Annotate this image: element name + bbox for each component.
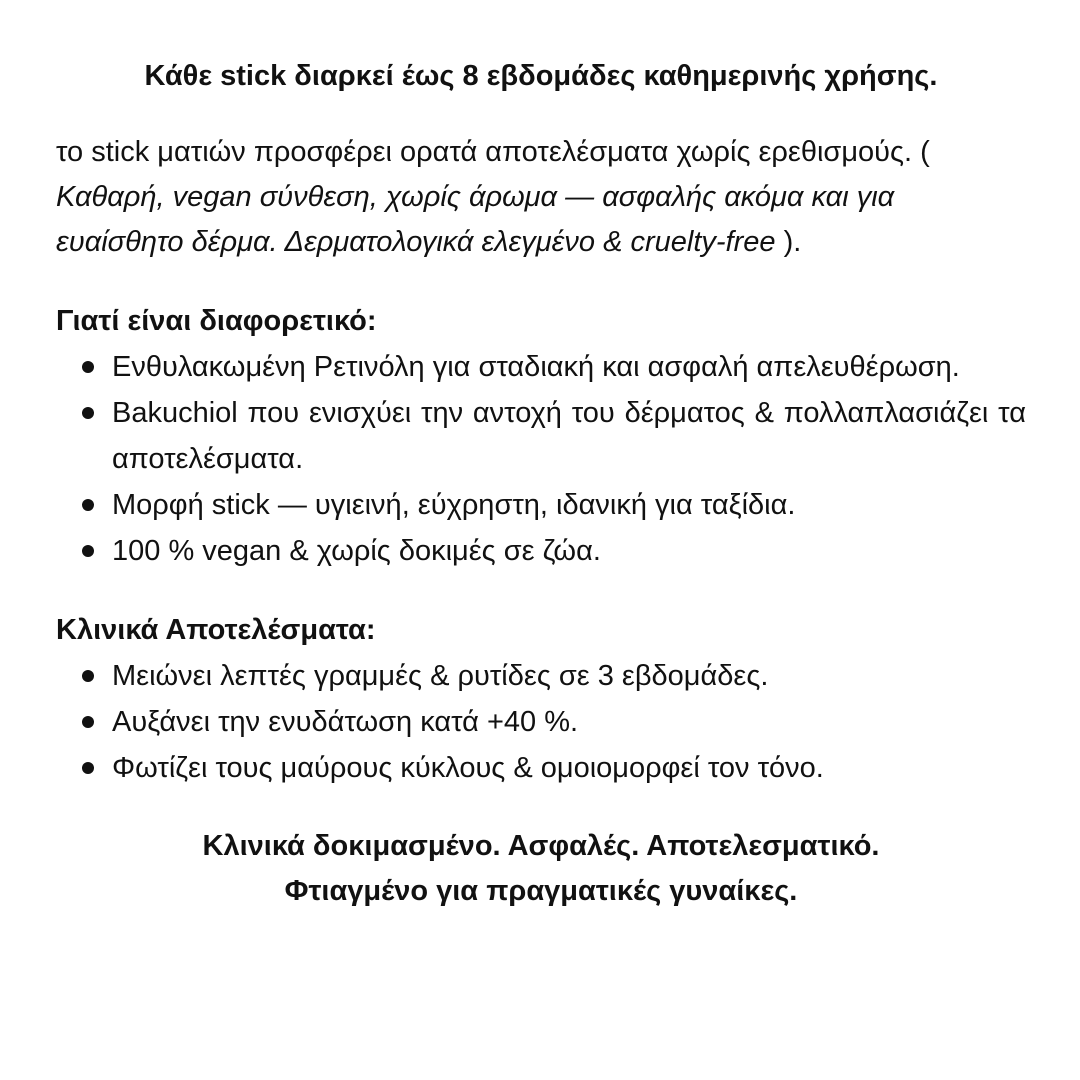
- bullet-icon: [82, 670, 94, 682]
- closing-statement: [56, 824, 1026, 914]
- list-item: Αυξάνει την ενυδάτωση κατά +40 %.: [56, 699, 1026, 745]
- intro-lead: το stick ματιών προσφέρει ορατά αποτελέσματα χωρίς ερεθισμούς. (: [56, 136, 930, 168]
- intro-italic: Καθαρή, vegan σύνθεση, χωρίς άρωμα — ασφαλής ακόμα και για ευαίσθητο δέρμα. Δερματολογικά ελεγμένο & cruelty-free: [56, 181, 895, 258]
- bullet-icon: [82, 407, 94, 419]
- bullet-icon: [82, 762, 94, 774]
- bullet-icon: [82, 716, 94, 728]
- closing-line-2: Φτιαγμένο για πραγματικές γυναίκες.: [284, 875, 798, 907]
- intro-tail: ).: [775, 226, 802, 258]
- bullet-icon: [82, 499, 94, 511]
- list-item: Μορφή stick — υγιεινή, εύχρηστη, ιδανική για ταξίδια.: [56, 482, 1026, 528]
- clinical-results-title: Κλινικά Αποτελέσματα:: [56, 614, 376, 646]
- list-item: Ενθυλακωμένη Ρετινόλη για σταδιακή και ασφαλή απελευθέρωση.: [56, 344, 1026, 390]
- bullet-icon: [82, 545, 94, 557]
- why-different-list: [56, 344, 1026, 574]
- headline: Κάθε stick διαρκεί έως 8 εβδομάδες καθημερινής χρήσης.: [144, 60, 938, 92]
- intro-paragraph: [56, 130, 1026, 265]
- why-different-title: Γιατί είναι διαφορετικό:: [56, 305, 377, 337]
- list-item: 100 % vegan & χωρίς δοκιμές σε ζώα.: [56, 528, 1026, 574]
- bullet-icon: [82, 361, 94, 373]
- list-item: Φωτίζει τους μαύρους κύκλους & ομοιομορφεί τον τόνο.: [56, 745, 1026, 791]
- closing-line-1: Κλινικά δοκιμασμένο. Ασφαλές. Αποτελεσματικό.: [202, 830, 880, 862]
- list-item: Bakuchiol που ενισχύει την αντοχή του δέρματος & πολλαπλασιάζει τα αποτελέσματα.: [56, 390, 1026, 482]
- product-description: [56, 54, 1026, 914]
- clinical-results-list: [56, 653, 1026, 791]
- list-item: Μειώνει λεπτές γραμμές & ρυτίδες σε 3 εβδομάδες.: [56, 653, 1026, 699]
